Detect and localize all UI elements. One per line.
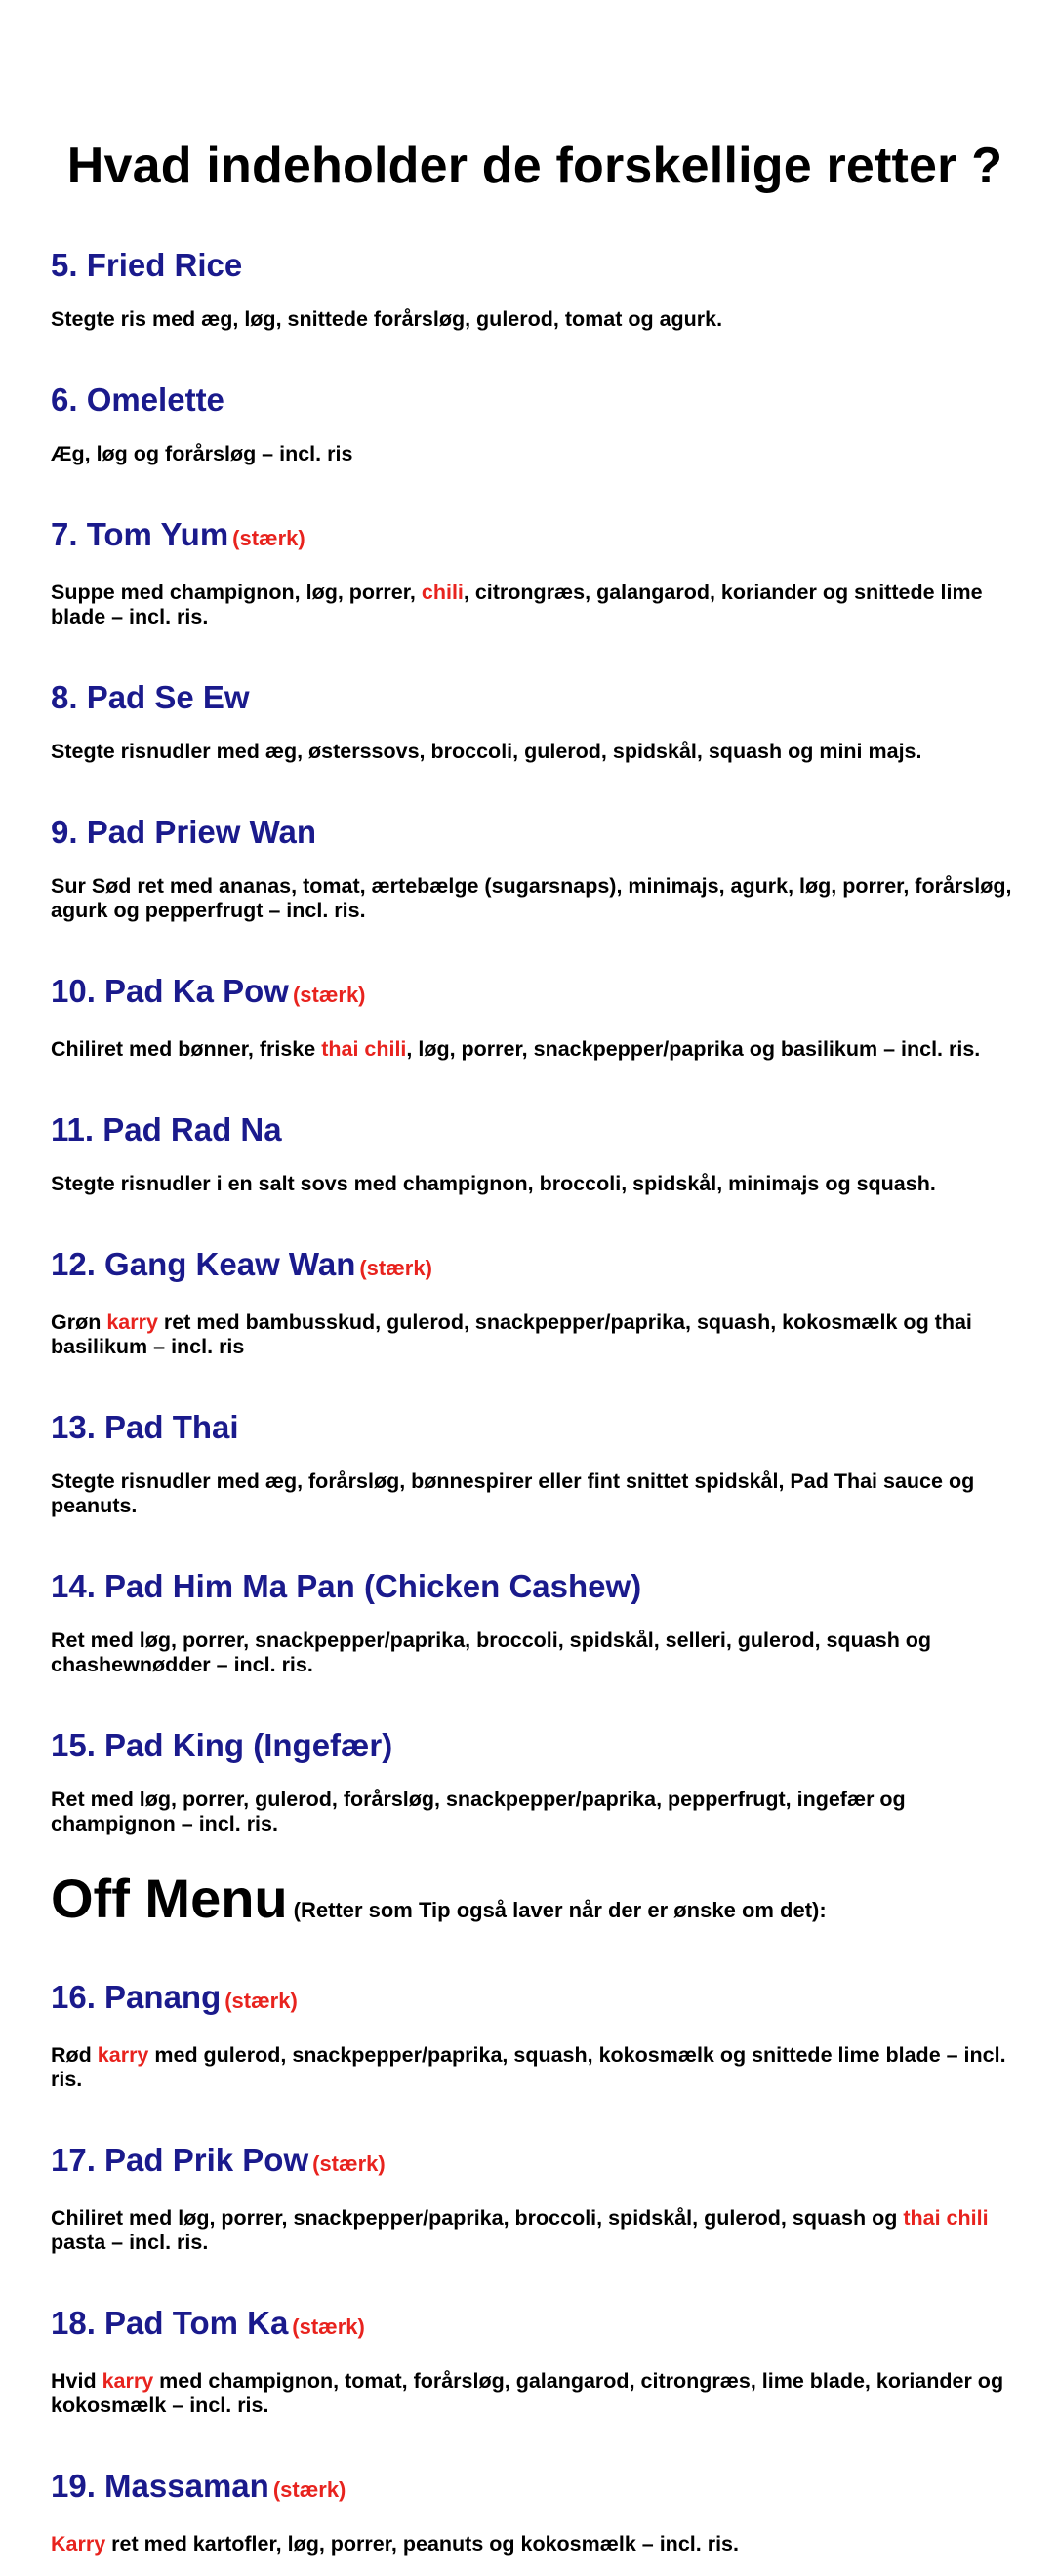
dish-title: 12. Gang Keaw Wan	[51, 1246, 356, 1282]
spacer	[51, 2418, 1019, 2468]
dish-description	[51, 1172, 1019, 1196]
highlighted-ingredient: thai chili	[321, 1037, 407, 1061]
spicy-tag: (stærk)	[312, 2152, 386, 2176]
spicy-tag: (stærk)	[359, 1256, 432, 1280]
spicy-tag: (stærk)	[292, 983, 366, 1007]
dish-title: 9. Pad Priew Wan	[51, 814, 317, 850]
dish-title: 7. Tom Yum	[51, 516, 229, 552]
description-text: med champignon, tomat, forårsløg, galangarod, citrongræs, lime blade, koriander og kokosmælk – incl. ris.	[51, 2369, 1004, 2417]
spacer	[51, 332, 1019, 382]
dish-item	[51, 2142, 1019, 2255]
dish-item	[51, 814, 1019, 923]
dish-item	[51, 516, 1019, 629]
spacer	[51, 2092, 1019, 2142]
dish-description	[51, 2206, 1019, 2255]
highlighted-ingredient: karry	[102, 2369, 154, 2393]
dish-title: 6. Omelette	[51, 382, 224, 418]
description-text: Stegte risnudler i en salt sovs med champignon, broccoli, spidskål, minimajs og squash.	[51, 1172, 936, 1195]
description-text: Stegte risnudler med æg, forårsløg, bønnespirer eller fint snittet spidskål, Pad Thai sauce og peanuts.	[51, 1469, 975, 1517]
page-title: Hvad indeholder de forskellige retter ?	[66, 138, 1003, 194]
dish-description	[51, 442, 1019, 466]
spacer	[51, 466, 1019, 516]
dish-title: 15. Pad King (Ingefær)	[51, 1727, 393, 1763]
dish-title: 17. Pad Prik Pow	[51, 2142, 309, 2178]
dish-description	[51, 2043, 1019, 2092]
dish-item	[51, 2468, 1019, 2556]
dish-item	[51, 679, 1019, 764]
dish-item	[51, 1111, 1019, 1196]
description-text: ret med bambusskud, gulerod, snackpepper/paprika, squash, kokosmælk og thai basilikum – incl. ris	[51, 1310, 972, 1358]
description-text: Sur Sød ret med ananas, tomat, ærtebælge (sugarsnaps), minimajs, agurk, løg, porrer, forårsløg, agurk og pepperfrugt – incl. ris.	[51, 874, 1012, 922]
dish-item	[51, 973, 1019, 1062]
dish-item	[51, 1979, 1019, 2092]
dish-name	[51, 1727, 1019, 1764]
description-text: , citrongræs, galangarod, koriander og snittede lime blade – incl. ris.	[51, 581, 983, 628]
dish-description	[51, 740, 1019, 764]
highlighted-ingredient: karry	[97, 2043, 149, 2067]
spacer	[51, 764, 1019, 814]
dish-name	[51, 1979, 1019, 2020]
spacer	[51, 2255, 1019, 2305]
description-text: , løg, porrer, snackpepper/paprika og basilikum – incl. ris.	[406, 1037, 981, 1061]
dish-title: 5. Fried Rice	[51, 247, 243, 283]
dish-name	[51, 2468, 1019, 2509]
dish-item	[51, 2305, 1019, 2418]
dish-description	[51, 1037, 1019, 1062]
off-menu-title: Off Menu	[51, 1868, 288, 1929]
dish-description	[51, 1788, 1019, 1836]
dish-list	[51, 247, 1019, 1836]
description-text: Stegte ris med æg, løg, snittede forårsløg, gulerod, tomat og agurk.	[51, 307, 723, 331]
description-text: med gulerod, snackpepper/paprika, squash, kokosmælk og snittede lime blade – incl. ris.	[51, 2043, 1006, 2091]
dish-description	[51, 1469, 1019, 1518]
dish-name	[51, 973, 1019, 1014]
description-text: Chiliret med løg, porrer, snackpepper/paprika, broccoli, spidskål, gulerod, squash og	[51, 2206, 904, 2230]
off-menu-note: (Retter som Tip også laver når der er ønske om det):	[293, 1898, 827, 1922]
dish-title: 11. Pad Rad Na	[51, 1111, 282, 1147]
dish-description	[51, 2532, 1019, 2556]
dish-item	[51, 1409, 1019, 1518]
off-menu-heading	[51, 1870, 1019, 1943]
description-text: Chiliret med bønner, friske	[51, 1037, 322, 1061]
dish-name	[51, 814, 1019, 851]
spacer	[51, 923, 1019, 973]
dish-name	[51, 247, 1019, 284]
spacer	[51, 1062, 1019, 1111]
highlighted-ingredient: Karry	[51, 2532, 106, 2556]
dish-description	[51, 1310, 1019, 1359]
description-text: Grøn	[51, 1310, 107, 1334]
spicy-tag: (stærk)	[292, 2314, 365, 2339]
description-text: Hvid	[51, 2369, 102, 2393]
highlighted-ingredient: karry	[106, 1310, 158, 1334]
dish-name	[51, 679, 1019, 716]
dish-name	[51, 1246, 1019, 1287]
description-text: Ret med løg, porrer, gulerod, forårsløg, snackpepper/paprika, pepperfrugt, ingefær og champignon – incl. ris.	[51, 1788, 906, 1835]
spacer	[51, 1677, 1019, 1727]
dish-name	[51, 2305, 1019, 2346]
dish-title: 8. Pad Se Ew	[51, 679, 250, 715]
highlighted-ingredient: chili	[421, 581, 464, 604]
highlighted-ingredient: thai chili	[903, 2206, 989, 2230]
spicy-tag: (stærk)	[272, 2477, 346, 2502]
spicy-tag: (stærk)	[224, 1989, 298, 2013]
dish-name	[51, 382, 1019, 419]
dish-item	[51, 1727, 1019, 1836]
dish-name	[51, 516, 1019, 557]
dish-title: 10. Pad Ka Pow	[51, 973, 289, 1009]
dish-title: 16. Panang	[51, 1979, 222, 2015]
dish-title: 13. Pad Thai	[51, 1409, 239, 1445]
description-text: ret med kartofler, løg, porrer, peanuts og kokosmælk – incl. ris.	[105, 2532, 739, 2556]
dish-description	[51, 2369, 1019, 2418]
dish-description	[51, 581, 1019, 629]
dish-title: 19. Massaman	[51, 2468, 269, 2504]
spicy-tag: (stærk)	[232, 526, 305, 550]
dish-name	[51, 2142, 1019, 2183]
dish-name	[51, 1568, 1019, 1605]
dish-title: 18. Pad Tom Ka	[51, 2305, 289, 2341]
dish-item	[51, 382, 1019, 466]
dish-description	[51, 307, 1019, 332]
dish-item	[51, 1246, 1019, 1359]
description-text: Suppe med champignon, løg, porrer,	[51, 581, 422, 604]
off-menu-dish-list	[51, 1979, 1019, 2556]
dish-item	[51, 1568, 1019, 1677]
spacer	[51, 629, 1019, 679]
spacer	[51, 1196, 1019, 1246]
description-text: pasta – incl. ris.	[51, 2231, 209, 2254]
dish-name	[51, 1111, 1019, 1148]
description-text: Stegte risnudler med æg, østerssovs, broccoli, gulerod, spidskål, squash og mini majs.	[51, 740, 922, 763]
dish-description	[51, 1629, 1019, 1677]
description-text: Ret med løg, porrer, snackpepper/paprika, broccoli, spidskål, selleri, gulerod, squash og chashewnødder – incl. ris.	[51, 1629, 932, 1676]
description-text: Rød	[51, 2043, 98, 2067]
dish-description	[51, 874, 1019, 923]
dish-item	[51, 247, 1019, 332]
spacer	[51, 1518, 1019, 1568]
dish-name	[51, 1409, 1019, 1446]
dish-title: 14. Pad Him Ma Pan (Chicken Cashew)	[51, 1568, 642, 1604]
description-text: Æg, løg og forårsløg – incl. ris	[51, 442, 353, 465]
spacer	[51, 1359, 1019, 1409]
